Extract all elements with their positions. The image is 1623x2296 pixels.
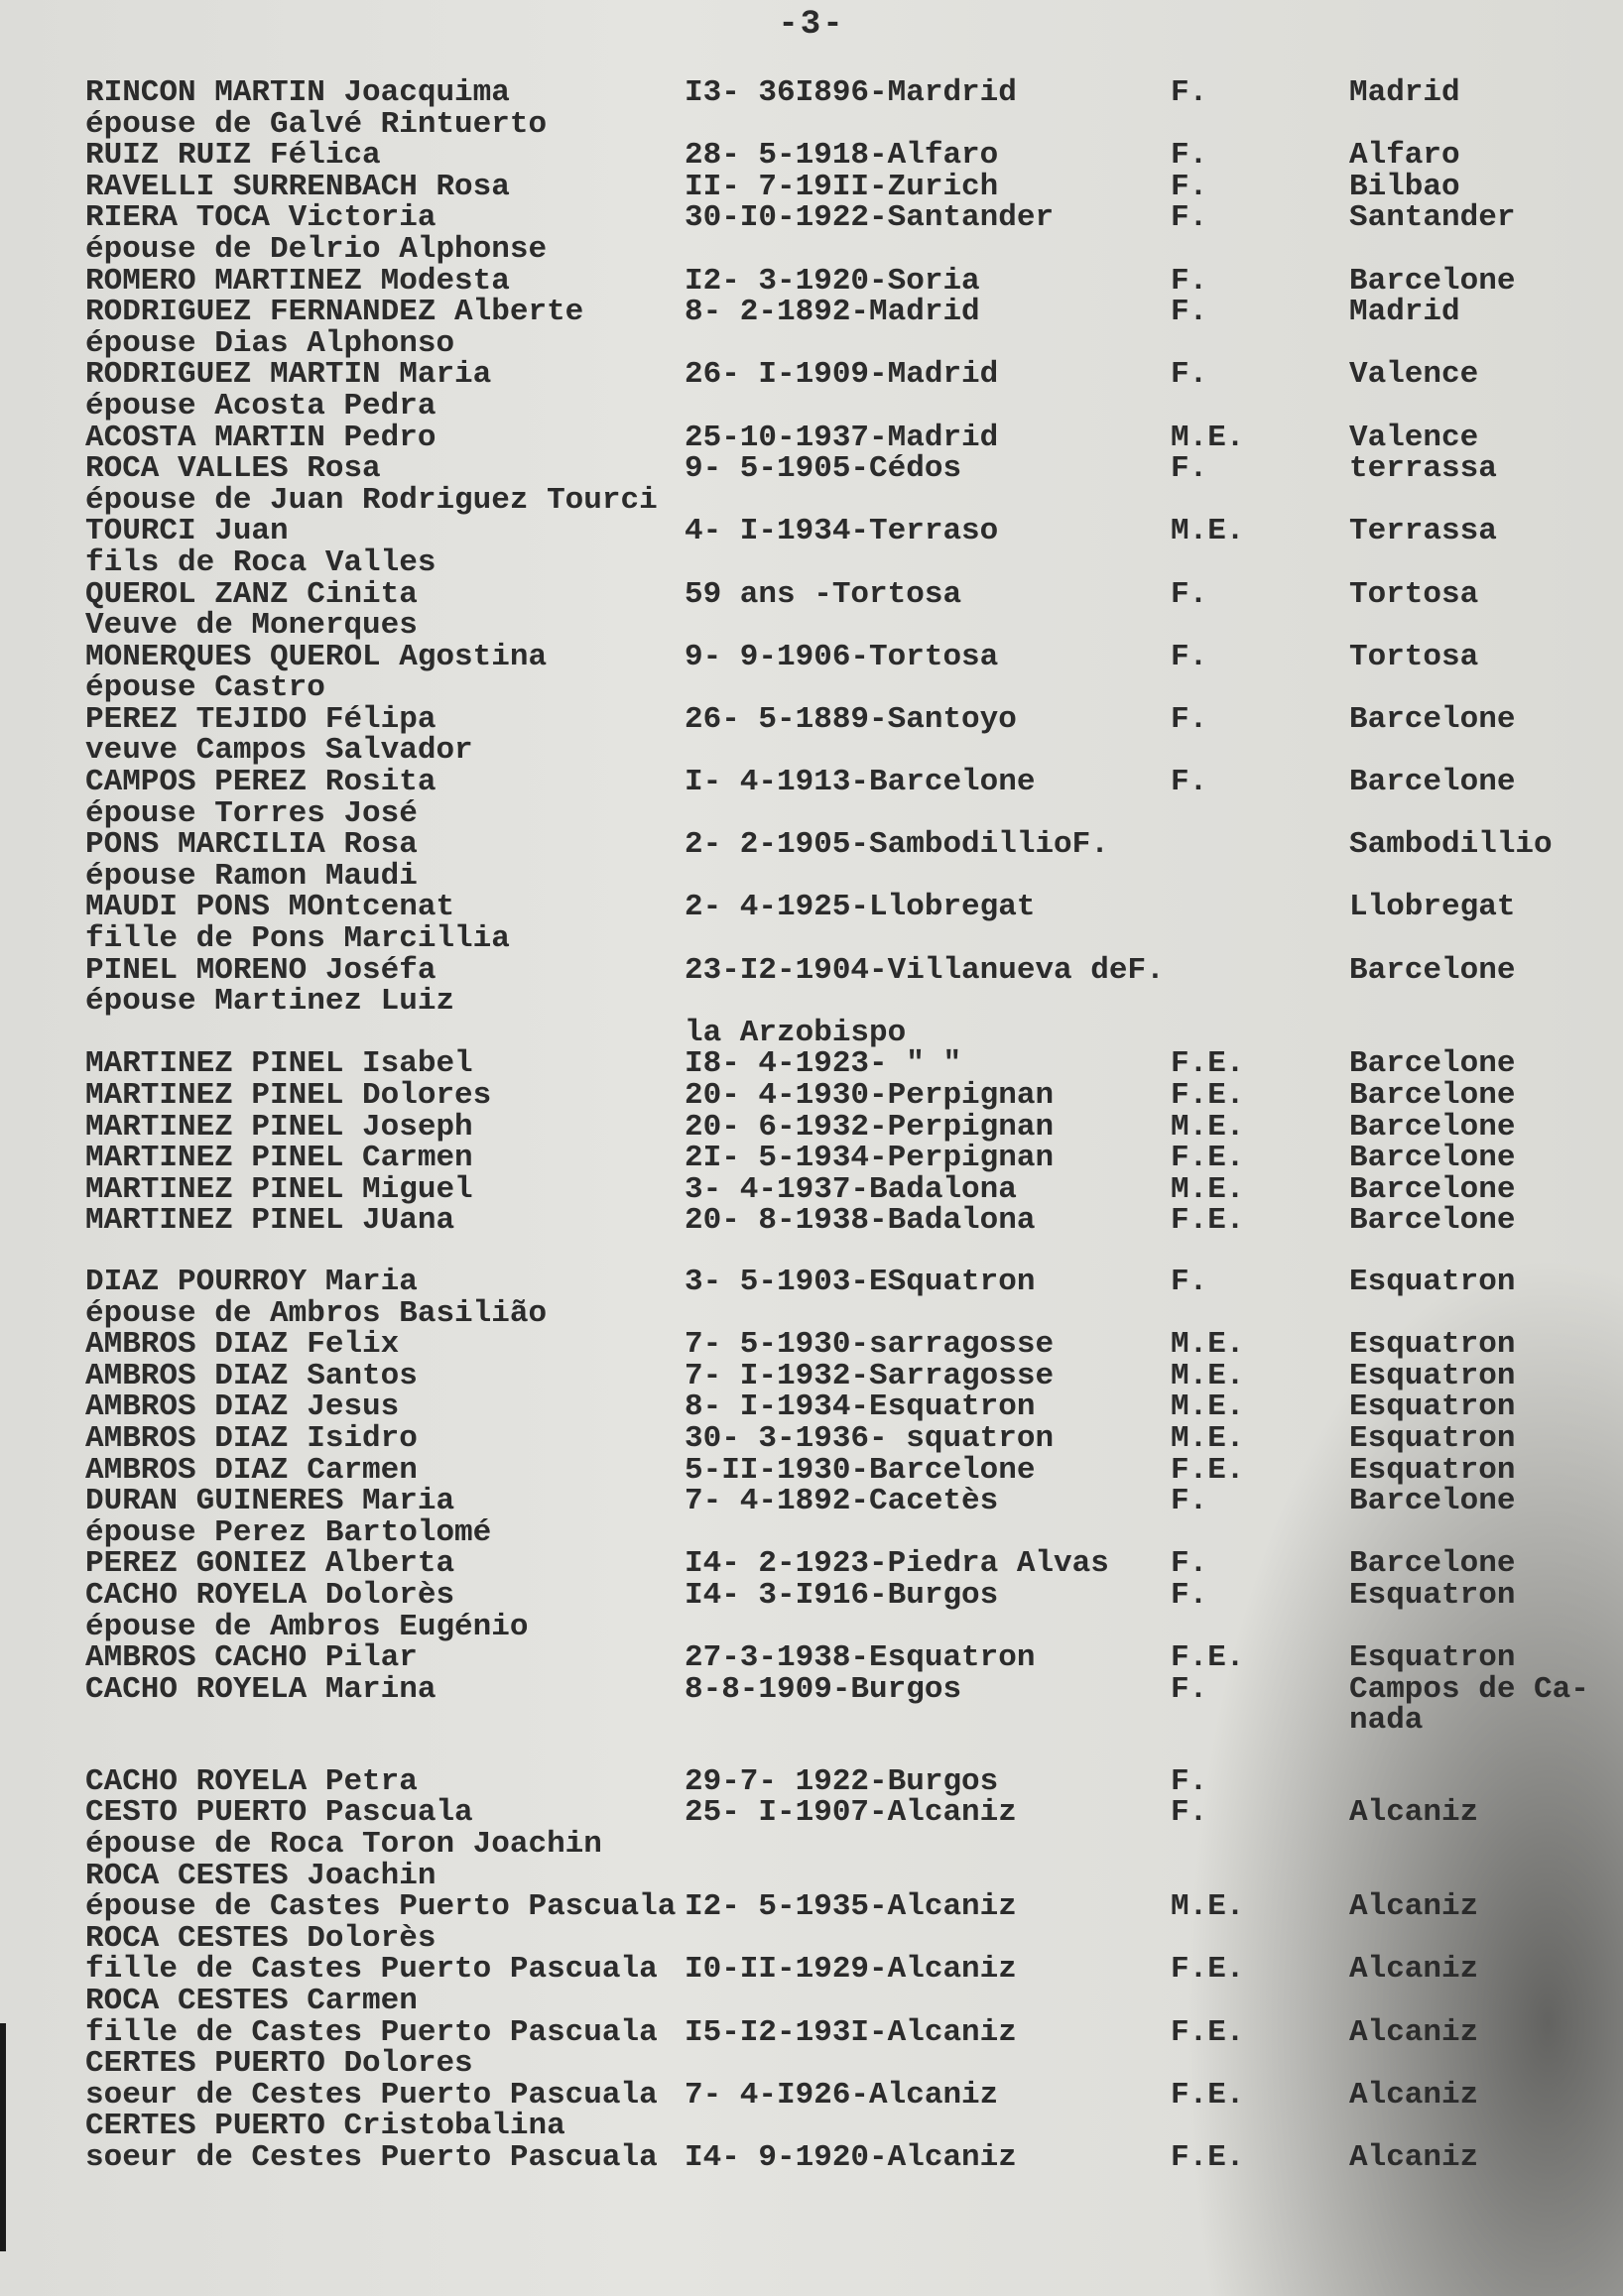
birth-date-place: 5-II-1930-Barcelone [685, 1452, 1036, 1488]
residence: Barcelone [1349, 1546, 1516, 1582]
birth-place-cont: la Arzobispo [685, 1015, 907, 1050]
person-name: AMBROS DIAZ Santos [85, 1358, 418, 1393]
list-item [0, 169, 1623, 204]
sex-code: F. [1171, 263, 1208, 299]
sex-code: M.E. [1171, 420, 1245, 455]
group-gap [0, 1737, 1623, 1766]
birth-date-place: 20- 6-1932-Perpignan [685, 1109, 1055, 1145]
birth-date-place: 20- 4-1930-Perpignan [685, 1078, 1055, 1113]
residence: Madrid [1349, 295, 1460, 330]
residence: Barcelone [1349, 1141, 1516, 1176]
relation-note: épouse de Ambros Basilião [85, 1295, 548, 1331]
sex-code: F.E. [1171, 1203, 1245, 1239]
list-item [0, 1264, 1623, 1331]
person-name: ROCA CESTES Joachin [85, 1858, 437, 1893]
birth-date-place: I4- 2-1923-Piedra Alvas [685, 1546, 1109, 1582]
list-item [0, 263, 1623, 299]
birth-date-place: I3- 36I896-Mardrid [685, 75, 1017, 110]
birth-date-place: 26- I-1909-Madrid [685, 357, 999, 393]
list-item [0, 77, 1623, 140]
list-item [0, 2111, 1623, 2173]
person-name: ROCA VALLES Rosa [85, 451, 381, 487]
person-name: RODRIGUEZ FERNANDEZ Alberte [85, 295, 584, 330]
sex-code: F.E. [1171, 1952, 1245, 1988]
birth-date-place: 4- I-1934-Terraso [685, 514, 999, 549]
person-name: RAVELLI SURRENBACH Rosa [85, 169, 510, 204]
list-item [0, 2048, 1623, 2111]
birth-date-place: 25- I-1907-Alcaniz [685, 1795, 1017, 1831]
list-item [0, 1548, 1623, 1580]
person-name: AMBROS DIAZ Carmen [85, 1452, 418, 1488]
sex-code: M.E. [1171, 1327, 1245, 1363]
birth-date-place: 3- 4-1937-Badalona [685, 1171, 1017, 1207]
residence: Barcelone [1349, 263, 1516, 299]
residence: Valence [1349, 357, 1479, 393]
sex-code: F.E. [1171, 2077, 1245, 2113]
list-item [0, 1171, 1623, 1207]
birth-date-place: 30- 3-1936- squatron [685, 1420, 1055, 1456]
person-name: RUIZ RUIZ Félica [85, 138, 381, 174]
list-item [0, 1795, 1623, 1863]
relation-note: épouse de Roca Toron Joachin [85, 1827, 602, 1863]
list-item [0, 829, 1623, 892]
relation-note: épouse de Galvé Rintuerto [85, 106, 548, 142]
residence: Alcaniz [1349, 1889, 1479, 1925]
residence: Tortosa [1349, 576, 1479, 612]
list-item [0, 1391, 1623, 1423]
sex-code: F.E. [1171, 2014, 1245, 2050]
sex-code: F. [1171, 576, 1208, 612]
relation-note: épouse de Ambros Eugénio [85, 1609, 529, 1644]
residence: Alcaniz [1349, 1795, 1479, 1831]
birth-date-place: 8- 2-1892-Madrid [685, 295, 980, 330]
birth-date-place: I4- 9-1920-Alcaniz [685, 2140, 1017, 2175]
birth-date-place: 3- 5-1903-ESquatron [685, 1264, 1036, 1299]
birth-date-place: 28- 5-1918-Alfaro [685, 138, 999, 174]
list-item [0, 1986, 1623, 2048]
relation-note: veuve Campos Salvador [85, 733, 473, 769]
birth-date-place: 7- 5-1930-sarragosse [685, 1327, 1055, 1363]
birth-date-place: 7- 4-1892-Cacetès [685, 1484, 999, 1519]
birth-date-place: 30-I0-1922-Santander [685, 200, 1055, 236]
list-item [0, 1048, 1623, 1080]
person-name: AMBROS CACHO Pilar [85, 1640, 418, 1676]
list-item [0, 767, 1623, 829]
residence: Alcaniz [1349, 2140, 1479, 2175]
birth-date-place: 29-7- 1922-Burgos [685, 1763, 999, 1799]
residence: Campos de Ca- [1349, 1671, 1589, 1707]
sex-code: F. [1171, 701, 1208, 737]
list-item [0, 1329, 1623, 1361]
person-name: MARTINEZ PINEL Joseph [85, 1109, 473, 1145]
sex-code: M.E. [1171, 1889, 1245, 1925]
relation-note: épouse de Castes Puerto Pascuala [85, 1889, 677, 1925]
sex-code: F. [1171, 169, 1208, 204]
person-name: CACHO ROYELA Dolorès [85, 1577, 455, 1613]
person-name: AMBROS DIAZ Isidro [85, 1420, 418, 1456]
list-item [0, 1143, 1623, 1174]
list-item [0, 140, 1623, 172]
person-name: MARTINEZ PINEL Carmen [85, 1141, 473, 1176]
sex-code: F.E. [1171, 1640, 1245, 1676]
residence: Barcelone [1349, 1109, 1516, 1145]
person-name: CAMPOS PEREZ Rosita [85, 765, 437, 800]
birth-date-place: I8- 4-1923- " " [685, 1046, 962, 1082]
residence: Barcelone [1349, 1203, 1516, 1239]
list-item [0, 1109, 1623, 1145]
birth-date-place: 7- 4-I926-Alcaniz [685, 2077, 999, 2113]
relation-note: Veuve de Monerques [85, 608, 418, 644]
residence: Sambodillio [1349, 827, 1553, 863]
residence: Santander [1349, 200, 1516, 236]
person-name: TOURCI Juan [85, 514, 289, 549]
list-item [0, 1577, 1623, 1644]
sex-code: F. [1171, 1577, 1208, 1613]
relation-note: épouse Perez Bartolomé [85, 1514, 492, 1550]
relation-note: soeur de Cestes Puerto Pascuala [85, 2140, 658, 2175]
list-item [0, 1452, 1623, 1488]
person-name: CERTES PUERTO Dolores [85, 2046, 473, 2082]
person-name: CERTES PUERTO Cristobalina [85, 2109, 565, 2144]
sex-code: M.E. [1171, 1109, 1245, 1145]
residence-cont: nada [1349, 1703, 1424, 1739]
sex-code: F. [1171, 451, 1208, 487]
list-item [0, 576, 1623, 644]
sex-code: F. [1171, 639, 1208, 674]
birth-date-place: 2- 4-1925-Llobregat [685, 890, 1036, 925]
residence: Valence [1349, 420, 1479, 455]
relation-note: épouse Torres José [85, 795, 418, 831]
birth-date-place: 2I- 5-1934-Perpignan [685, 1141, 1055, 1176]
sex-code: M.E. [1171, 1390, 1245, 1425]
person-name: CACHO ROYELA Marina [85, 1671, 437, 1707]
margin-mark [0, 2023, 6, 2251]
birth-date-place: 20- 8-1938-Badalona [685, 1203, 1036, 1239]
sex-code: F. [1171, 1671, 1208, 1707]
sex-code: M.E. [1171, 1358, 1245, 1393]
residence: Barcelone [1349, 952, 1516, 988]
page-number: -3- [778, 6, 845, 44]
sex-code: F.E. [1171, 1078, 1245, 1113]
relation-note: fille de Castes Puerto Pascuala [85, 1952, 658, 1988]
birth-date-place: 8- I-1934-Esquatron [685, 1390, 1036, 1425]
sex-code: F. [1171, 1763, 1208, 1799]
birth-date-place: I- 4-1913-Barcelone [685, 765, 1036, 800]
person-name: PONS MARCILIA Rosa [85, 827, 418, 863]
residence: terrassa [1349, 451, 1497, 487]
person-name: RODRIGUEZ MARTIN Maria [85, 357, 492, 393]
list-item [0, 1920, 1623, 1988]
list-item [0, 1205, 1623, 1237]
sex-code: F. [1171, 765, 1208, 800]
person-name: MARTINEZ PINEL Dolores [85, 1078, 492, 1113]
person-name: DURAN GUINERES Maria [85, 1484, 455, 1519]
list-item [0, 701, 1623, 769]
list-item [0, 202, 1623, 265]
person-name: MARTINEZ PINEL Miguel [85, 1171, 473, 1207]
relation-note: épouse Dias Alphonso [85, 325, 455, 361]
birth-date-place: 9- 9-1906-Tortosa [685, 639, 999, 674]
list-item [0, 1642, 1623, 1674]
residence: Terrassa [1349, 514, 1497, 549]
sex-code: F. [1171, 75, 1208, 110]
person-name: ROCA CESTES Dolorès [85, 1920, 437, 1956]
person-name: PEREZ GONIEZ Alberta [85, 1546, 455, 1582]
relation-note: épouse Ramon Maudi [85, 858, 418, 894]
residence: Barcelone [1349, 765, 1516, 800]
sex-code: F. [1171, 357, 1208, 393]
relation-note: épouse Castro [85, 670, 325, 706]
list-item [0, 420, 1623, 455]
relation-note: épouse Martinez Luiz [85, 984, 455, 1020]
residence: Barcelone [1349, 1078, 1516, 1113]
sex-code: F.E. [1171, 1046, 1245, 1082]
person-name: CACHO ROYELA Petra [85, 1763, 418, 1799]
residence: Esquatron [1349, 1358, 1516, 1393]
residence: Esquatron [1349, 1264, 1516, 1299]
list-item [0, 639, 1623, 706]
relation-note: fille de Pons Marcillia [85, 921, 510, 957]
person-name: AMBROS DIAZ Jesus [85, 1390, 400, 1425]
birth-date-place: 8-8-1909-Burgos [685, 1671, 962, 1707]
sex-code: F. [1171, 1546, 1208, 1582]
birth-date-place: 23-I2-1904-Villanueva deF. [685, 952, 1165, 988]
list-item [0, 297, 1623, 359]
relation-note: soeur de Cestes Puerto Pascuala [85, 2077, 658, 2113]
person-name: ROCA CESTES Carmen [85, 1984, 418, 2019]
person-name: MARTINEZ PINEL Isabel [85, 1046, 473, 1082]
residence: Esquatron [1349, 1390, 1516, 1425]
person-name: CESTO PUERTO Pascuala [85, 1795, 473, 1831]
person-name: AMBROS DIAZ Felix [85, 1327, 400, 1363]
person-name: MARTINEZ PINEL JUana [85, 1203, 455, 1239]
list-item [0, 516, 1623, 578]
group-gap [0, 1237, 1623, 1267]
birth-date-place: 2- 2-1905-SambodillioF. [685, 827, 1109, 863]
person-name: ROMERO MARTINEZ Modesta [85, 263, 510, 299]
residence: Barcelone [1349, 1484, 1516, 1519]
relation-note: épouse Acosta Pedra [85, 388, 437, 423]
birth-date-place: 9- 5-1905-Cédos [685, 451, 962, 487]
relation-note: épouse de Delrio Alphonse [85, 231, 548, 267]
birth-date-place: 26- 5-1889-Santoyo [685, 701, 1017, 737]
residence: Alcaniz [1349, 2077, 1479, 2113]
list-item [0, 1420, 1623, 1456]
person-name: MAUDI PONS MOntcenat [85, 890, 455, 925]
list-item [0, 890, 1623, 957]
residence: Alcaniz [1349, 1952, 1479, 1988]
residence: Madrid [1349, 75, 1460, 110]
residence: Barcelone [1349, 1171, 1516, 1207]
sex-code: F. [1171, 138, 1208, 174]
list-item [0, 359, 1623, 422]
person-list [0, 77, 1623, 2174]
residence: Alfaro [1349, 138, 1460, 174]
residence: Barcelone [1349, 701, 1516, 737]
person-name: QUEROL ZANZ Cinita [85, 576, 418, 612]
relation-note: épouse de Juan Rodriguez Tourci [85, 482, 658, 518]
residence: Esquatron [1349, 1327, 1516, 1363]
sex-code: F. [1171, 1484, 1208, 1519]
person-name: MONERQUES QUEROL Agostina [85, 639, 548, 674]
residence: Esquatron [1349, 1452, 1516, 1488]
person-name: PINEL MORENO Joséfa [85, 952, 437, 988]
birth-date-place: 25-10-1937-Madrid [685, 420, 999, 455]
sex-code: M.E. [1171, 1171, 1245, 1207]
residence: Esquatron [1349, 1577, 1516, 1613]
birth-date-place: I0-II-1929-Alcaniz [685, 1952, 1017, 1988]
list-item [0, 1858, 1623, 1925]
residence: Barcelone [1349, 1046, 1516, 1082]
person-name: DIAZ POURROY Maria [85, 1264, 418, 1299]
birth-date-place: 59 ans -Tortosa [685, 576, 962, 612]
list-item [0, 453, 1623, 516]
residence: Bilbao [1349, 169, 1460, 204]
birth-date-place: I4- 3-I916-Burgos [685, 1577, 999, 1613]
birth-date-place: I2- 3-1920-Soria [685, 263, 980, 299]
residence: Esquatron [1349, 1640, 1516, 1676]
person-name: RINCON MARTIN Joacquima [85, 75, 510, 110]
residence: Alcaniz [1349, 2014, 1479, 2050]
sex-code: M.E. [1171, 1420, 1245, 1456]
residence: Tortosa [1349, 639, 1479, 674]
birth-date-place: I2- 5-1935-Alcaniz [685, 1889, 1017, 1925]
list-item [0, 1358, 1623, 1393]
birth-date-place: 7- I-1932-Sarragosse [685, 1358, 1055, 1393]
person-name: PEREZ TEJIDO Félipa [85, 701, 437, 737]
list-item [0, 1763, 1623, 1799]
sex-code: F.E. [1171, 2140, 1245, 2175]
birth-date-place: II- 7-19II-Zurich [685, 169, 999, 204]
birth-date-place: 27-3-1938-Esquatron [685, 1640, 1036, 1676]
list-item [0, 1671, 1623, 1739]
person-name: RIERA TOCA Victoria [85, 200, 437, 236]
birth-date-place: I5-I2-193I-Alcaniz [685, 2014, 1017, 2050]
residence: Llobregat [1349, 890, 1516, 925]
residence: Esquatron [1349, 1420, 1516, 1456]
relation-note: fille de Castes Puerto Pascuala [85, 2014, 658, 2050]
list-item [0, 1486, 1623, 1548]
sex-code: F. [1171, 1264, 1208, 1299]
relation-note: fils de Roca Valles [85, 544, 437, 580]
sex-code: F.E. [1171, 1141, 1245, 1176]
list-item [0, 1080, 1623, 1112]
person-name: ACOSTA MARTIN Pedro [85, 420, 437, 455]
sex-code: F.E. [1171, 1452, 1245, 1488]
sex-code: F. [1171, 200, 1208, 236]
sex-code: F. [1171, 295, 1208, 330]
sex-code: M.E. [1171, 514, 1245, 549]
sex-code: F. [1171, 1795, 1208, 1831]
list-item [0, 952, 1623, 1050]
